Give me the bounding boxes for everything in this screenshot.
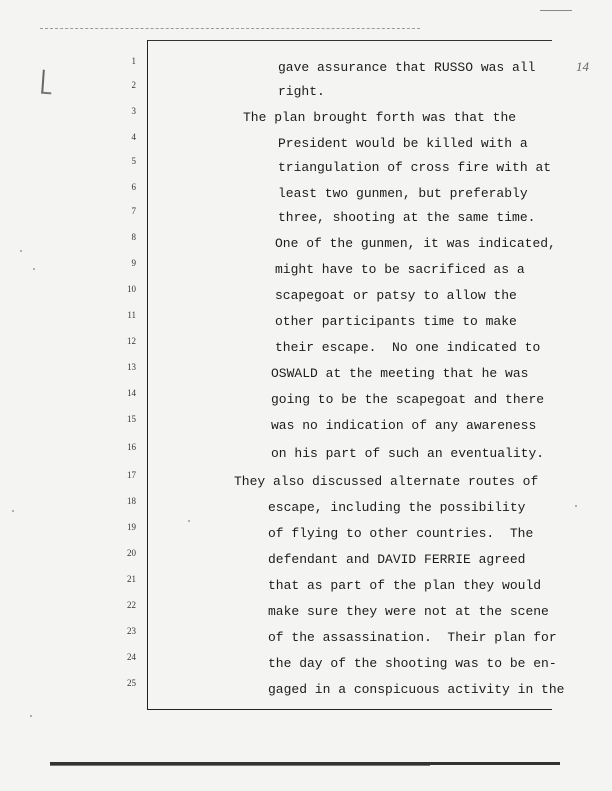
line-number: 4 — [131, 132, 136, 142]
top-mark — [540, 10, 572, 12]
transcript-line: least two gunmen, but preferably — [278, 186, 528, 201]
transcript-line: President would be killed with a — [278, 136, 528, 151]
transcript-line: The plan brought forth was that the — [243, 110, 517, 125]
transcript-line: gave assurance that RUSSO was all — [278, 60, 536, 75]
line-number: 23 — [127, 626, 136, 636]
line-number: 17 — [127, 470, 136, 480]
scan-speck — [20, 250, 22, 252]
transcript-line: their escape. No one indicated to — [275, 340, 541, 355]
transcript-line: escape, including the possibility — [268, 500, 526, 515]
transcript-line: going to be the scapegoat and there — [271, 392, 545, 407]
transcript-line: other participants time to make — [275, 314, 517, 329]
line-number: 10 — [127, 284, 136, 294]
transcript-line: defendant and DAVID FERRIE agreed — [268, 552, 526, 567]
line-number: 14 — [127, 388, 136, 398]
transcript-line: One of the gunmen, it was indicated, — [275, 236, 556, 251]
line-number: 8 — [131, 232, 136, 242]
transcript-line: was no indication of any awareness — [271, 418, 537, 433]
line-number: 9 — [131, 258, 136, 268]
bottom-rule — [50, 758, 560, 765]
transcript-line: gaged in a conspicuous activity in the — [268, 682, 565, 697]
line-number: 18 — [127, 496, 136, 506]
transcript-line: triangulation of cross fire with at — [278, 160, 552, 175]
transcript-line: three, shooting at the same time. — [278, 210, 536, 225]
line-number: 15 — [127, 414, 136, 424]
line-number: 6 — [131, 182, 136, 192]
transcript-line: the day of the shooting was to be en- — [268, 656, 557, 671]
scan-speck — [188, 520, 190, 522]
transcript-line: that as part of the plan they would — [268, 578, 542, 593]
line-number: 2 — [131, 80, 136, 90]
scan-speck — [575, 505, 577, 507]
line-number: 13 — [127, 362, 136, 372]
scan-speck — [30, 715, 32, 717]
bottom-rule-secondary — [50, 765, 430, 767]
transcript-line: scapegoat or patsy to allow the — [275, 288, 517, 303]
line-number: 19 — [127, 522, 136, 532]
line-number: 20 — [127, 548, 136, 558]
line-number: 16 — [127, 442, 136, 452]
line-number: 24 — [127, 652, 136, 662]
page-number: 14 — [576, 59, 589, 74]
top-rule — [40, 28, 420, 30]
line-number: 12 — [127, 336, 136, 346]
line-number: 1 — [131, 56, 136, 66]
transcript-line: make sure they were not at the scene — [268, 604, 549, 619]
transcript-line: might have to be sacrificed as a — [275, 262, 525, 277]
transcript-line: of the assassination. Their plan for — [268, 630, 557, 645]
transcript-line: OSWALD at the meeting that he was — [271, 366, 529, 381]
line-number: 7 — [131, 206, 136, 216]
scan-speck — [12, 510, 14, 512]
line-number: 22 — [127, 600, 136, 610]
transcript-line: on his part of such an eventuality. — [271, 446, 545, 461]
line-number: 25 — [127, 678, 136, 688]
transcript-line: of flying to other countries. The — [268, 526, 534, 541]
line-number: 5 — [131, 156, 136, 166]
transcript-line: right. — [278, 84, 325, 99]
margin-mark — [41, 70, 53, 95]
scan-speck — [33, 268, 35, 270]
line-number: 11 — [127, 310, 136, 320]
line-number: 3 — [131, 106, 136, 116]
line-number: 21 — [127, 574, 136, 584]
transcript-line: They also discussed alternate routes of — [234, 474, 539, 489]
